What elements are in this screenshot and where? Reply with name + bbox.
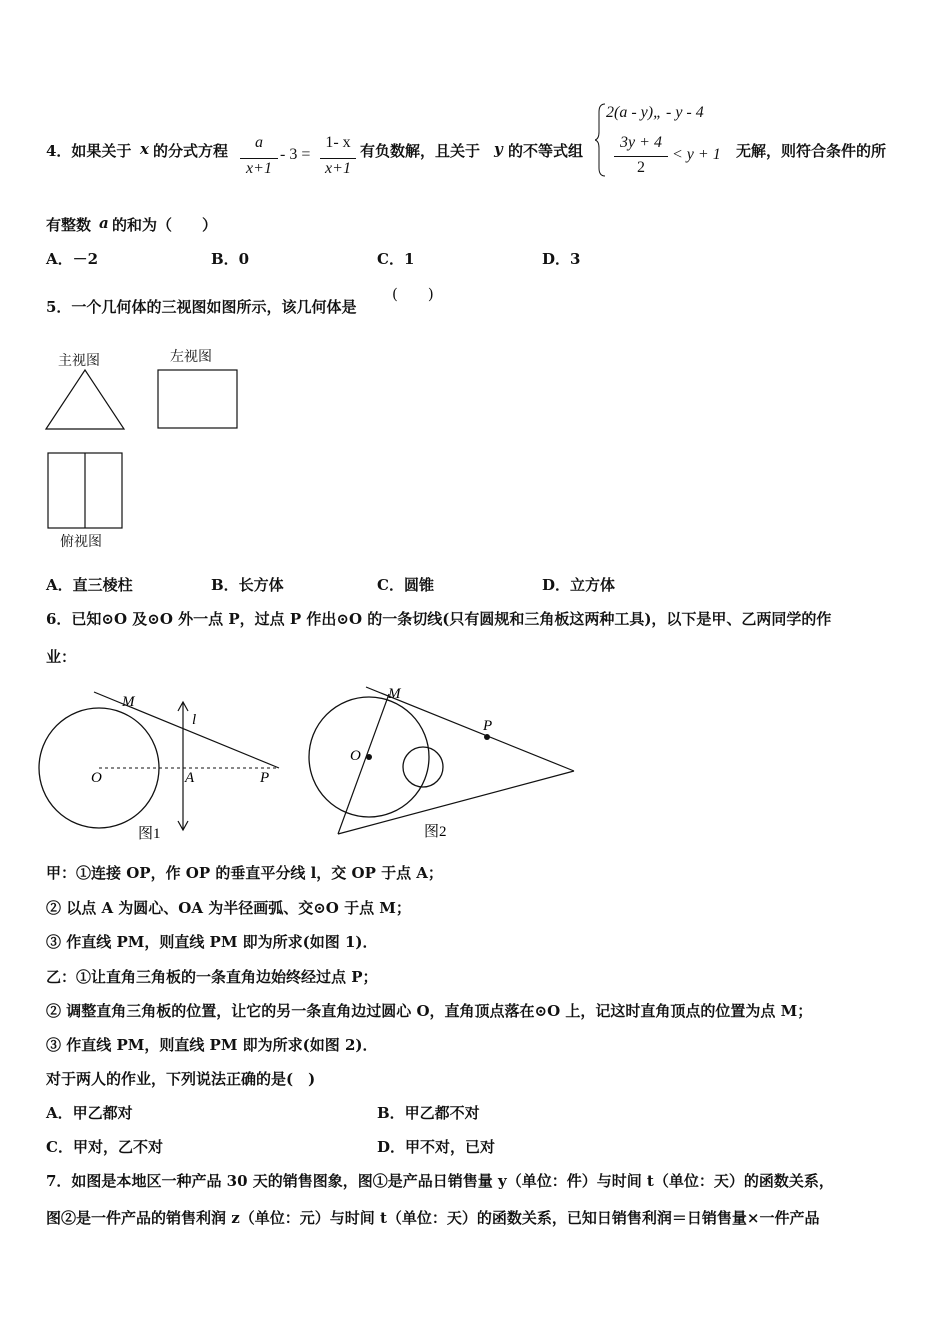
q4-frac-a-num: a <box>255 134 263 151</box>
fig1-label-l: l <box>192 712 197 728</box>
fig1-caption: 图1 <box>138 826 161 842</box>
q4-frac-b-num: 1- x <box>325 134 351 151</box>
q4-x-var: x <box>140 140 149 158</box>
fig2-small-circle <box>403 747 443 787</box>
q4-ineq2-den: 2 <box>637 159 645 176</box>
q4-lead: 4．如果关于 <box>46 142 132 160</box>
q6-option-a: A．甲乙都对 <box>46 1104 133 1122</box>
fig1-label-p: P <box>260 770 270 786</box>
q4-ineq1: 2(a - y)„ - y - 4 <box>606 104 704 121</box>
q4-line2-b: 的和为（ ） <box>112 216 218 234</box>
fig2-label-m: M <box>388 686 401 702</box>
fig1-label-m: M <box>122 694 135 710</box>
view-front-label: 主视图 <box>58 353 100 369</box>
q6-step-jia-1: 甲：①连接 OP，作 OP 的垂直平分线 l，交 OP 于点 A； <box>46 864 443 882</box>
q4-option-a: A．－2 <box>46 250 99 268</box>
q4-option-c: C．1 <box>377 250 415 268</box>
q4-tail: 无解，则符合条件的所 <box>736 142 887 160</box>
q4-frac-b-den: x+1 <box>325 160 351 177</box>
q4-mid2: 有负数解，且关于 <box>360 142 481 160</box>
q4-ineq2-rhs: < y + 1 <box>672 146 721 163</box>
q7-line2: 图②是一件产品的销售利润 z（单位：元）与时间 t（单位：天）的函数关系，已知日销售利润＝日销售量×一件产品 <box>46 1209 820 1227</box>
three-views-figure <box>40 365 250 535</box>
q4-y-var: y <box>494 140 503 158</box>
q4-frac-b-bar <box>320 158 356 159</box>
q5-stem: 5．一个几何体的三视图如图所示，该几何体是 <box>46 298 357 316</box>
fig2-line-mo <box>338 694 389 834</box>
q4-a-var: a <box>99 214 109 232</box>
q4-ineq2-num: 3y + 4 <box>620 134 662 151</box>
q6-step-yi-3: ③ 作直线 PM，则直线 PM 即为所求(如图 2)． <box>46 1036 378 1054</box>
fig2-point-o <box>366 754 372 760</box>
q5-paren: ( ) <box>392 285 434 303</box>
q4-mid3: 的不等式组 <box>508 142 584 160</box>
q5-option-d: D．立方体 <box>542 576 616 594</box>
q4-mid1: 的分式方程 <box>153 142 229 160</box>
q4-option-b: B．0 <box>211 250 250 268</box>
q6-question: 对于两人的作业，下列说法正确的是( ) <box>46 1070 316 1088</box>
q6-option-b: B．甲乙都不对 <box>377 1104 480 1122</box>
q5-option-a: A．直三棱柱 <box>46 576 133 594</box>
q4-minus3: - 3 = <box>280 146 311 163</box>
fig2-label-p: P <box>483 718 493 734</box>
fig1-label-a: A <box>185 770 195 786</box>
q6-step-yi-2: ② 调整直角三角板的位置，让它的另一条直角边过圆心 O，直角顶点落在⊙O 上，记这时直角顶点的位置为点 M； <box>46 1002 813 1020</box>
figure-2 <box>300 680 590 845</box>
q6-option-d: D．甲不对，已对 <box>377 1138 496 1156</box>
q4-frac-a-bar <box>240 158 278 159</box>
front-view-triangle <box>46 370 124 429</box>
q5-option-b: B．长方体 <box>211 576 284 594</box>
q6-stem-line2: 业： <box>46 648 77 666</box>
q7-line1: 7．如图是本地区一种产品 30 天的销售图象，图①是产品日销售量 y（单位：件）与时间 t（单位：天）的函数关系， <box>46 1172 834 1190</box>
fig2-label-o: O <box>350 748 361 764</box>
q6-stem-line1: 6．已知⊙O 及⊙O 外一点 P，过点 P 作出⊙O 的一条切线(只有圆规和三角板这两种工具)，以下是甲、乙两同学的作 <box>46 610 832 628</box>
q6-step-jia-3: ③ 作直线 PM，则直线 PM 即为所求(如图 1)． <box>46 933 378 951</box>
left-view-rectangle <box>158 370 237 428</box>
q6-option-c: C．甲对，乙不对 <box>46 1138 163 1156</box>
q4-option-d: D．3 <box>542 250 581 268</box>
fig2-caption: 图2 <box>424 824 447 840</box>
view-left-label: 左视图 <box>170 349 212 365</box>
q6-step-yi-1: 乙：①让直角三角板的一条直角边始终经过点 P； <box>46 968 378 986</box>
figure-1 <box>38 684 288 844</box>
fig2-line-bottom <box>338 771 574 834</box>
fig1-label-o: O <box>91 770 102 786</box>
q4-line2-a: 有整数 <box>46 216 92 234</box>
fig2-point-p <box>484 734 490 740</box>
q4-ineq2-bar <box>614 156 668 157</box>
view-top-label: 俯视图 <box>60 534 102 550</box>
q4-frac-a-den: x+1 <box>246 160 272 177</box>
q5-option-c: C．圆锥 <box>377 576 434 594</box>
q6-step-jia-2: ② 以点 A 为圆心、OA 为半径画弧、交⊙O 于点 M； <box>46 899 411 917</box>
